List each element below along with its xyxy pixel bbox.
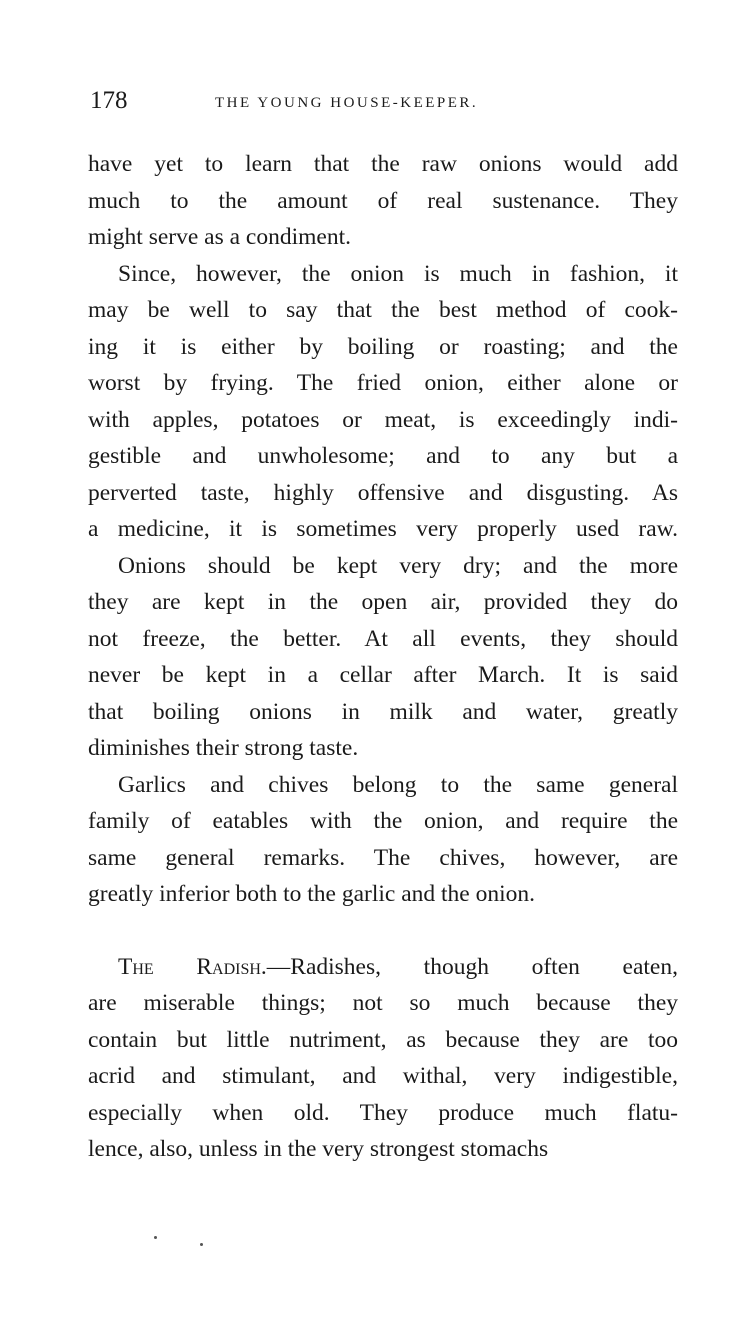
- text-line: acrid and stimulant, and withal, very indigestible,: [88, 1063, 678, 1089]
- text-line: perverted taste, highly offensive and disgusting. As: [88, 479, 678, 506]
- text-line: diminishes their strong taste.: [88, 735, 359, 761]
- page-number: 178: [90, 87, 128, 114]
- text-line: same general remarks. The chives, however, are: [88, 844, 678, 871]
- text-line: not freeze, the better. At all events, they should: [88, 625, 678, 652]
- paragraph-cooking-onions: [88, 256, 678, 548]
- text-line: worst by frying. The fried onion, either alone or: [88, 370, 678, 396]
- text-line: are miserable things; not so much because they: [88, 990, 678, 1016]
- text-line: may be well to say that the best method of cook-: [88, 297, 678, 323]
- paragraph-storing-onions: [88, 548, 678, 767]
- text-line: Onions should be kept very dry; and the more: [118, 552, 678, 579]
- paragraph-garlics-chives: [88, 767, 678, 913]
- body-text: [88, 146, 678, 1168]
- text-line-rest: —Radishes, though often eaten,: [266, 953, 678, 980]
- text-line: they are kept in the open air, provided they do: [88, 589, 678, 615]
- text-line: lence, also, unless in the very strongest stomachs: [88, 1136, 549, 1162]
- page-header: [90, 86, 690, 126]
- running-head: THE YOUNG HOUSE-KEEPER.: [215, 95, 479, 111]
- text-line: contain but little nutriment, as because they are too: [88, 1026, 678, 1053]
- text-line: much to the amount of real sustenance. They: [88, 187, 678, 214]
- paragraph-continuation: [88, 146, 678, 256]
- section-heading: The Radish.: [118, 953, 267, 980]
- text-line: a medicine, it is sometimes very properly used raw.: [88, 516, 678, 542]
- section-gap: [88, 913, 678, 949]
- text-line: Since, however, the onion is much in fashion, it: [118, 260, 678, 287]
- speck-mark: [200, 1243, 203, 1246]
- text-line: Garlics and chives belong to the same general: [118, 771, 678, 798]
- text-line: [88, 949, 678, 986]
- text-line: never be kept in a cellar after March. It is said: [88, 662, 678, 688]
- text-line: with apples, potatoes or meat, is exceedingly indi-: [88, 406, 678, 433]
- section-radish: [88, 949, 678, 1168]
- text-line: that boiling onions in milk and water, greatly: [88, 698, 678, 725]
- paper-specks: [150, 1234, 210, 1248]
- text-line: family of eatables with the onion, and require the: [88, 808, 678, 834]
- text-line: have yet to learn that the raw onions would add: [88, 151, 678, 177]
- text-line: gestible and unwholesome; and to any but a: [88, 443, 678, 469]
- text-line: ing it is either by boiling or roasting; and the: [88, 333, 678, 360]
- text-line: greatly inferior both to the garlic and the onion.: [88, 881, 536, 907]
- text-line: especially when old. They produce much flatu-: [88, 1099, 678, 1126]
- text-line: might serve as a condiment.: [88, 224, 351, 250]
- speck-mark: [154, 1236, 157, 1239]
